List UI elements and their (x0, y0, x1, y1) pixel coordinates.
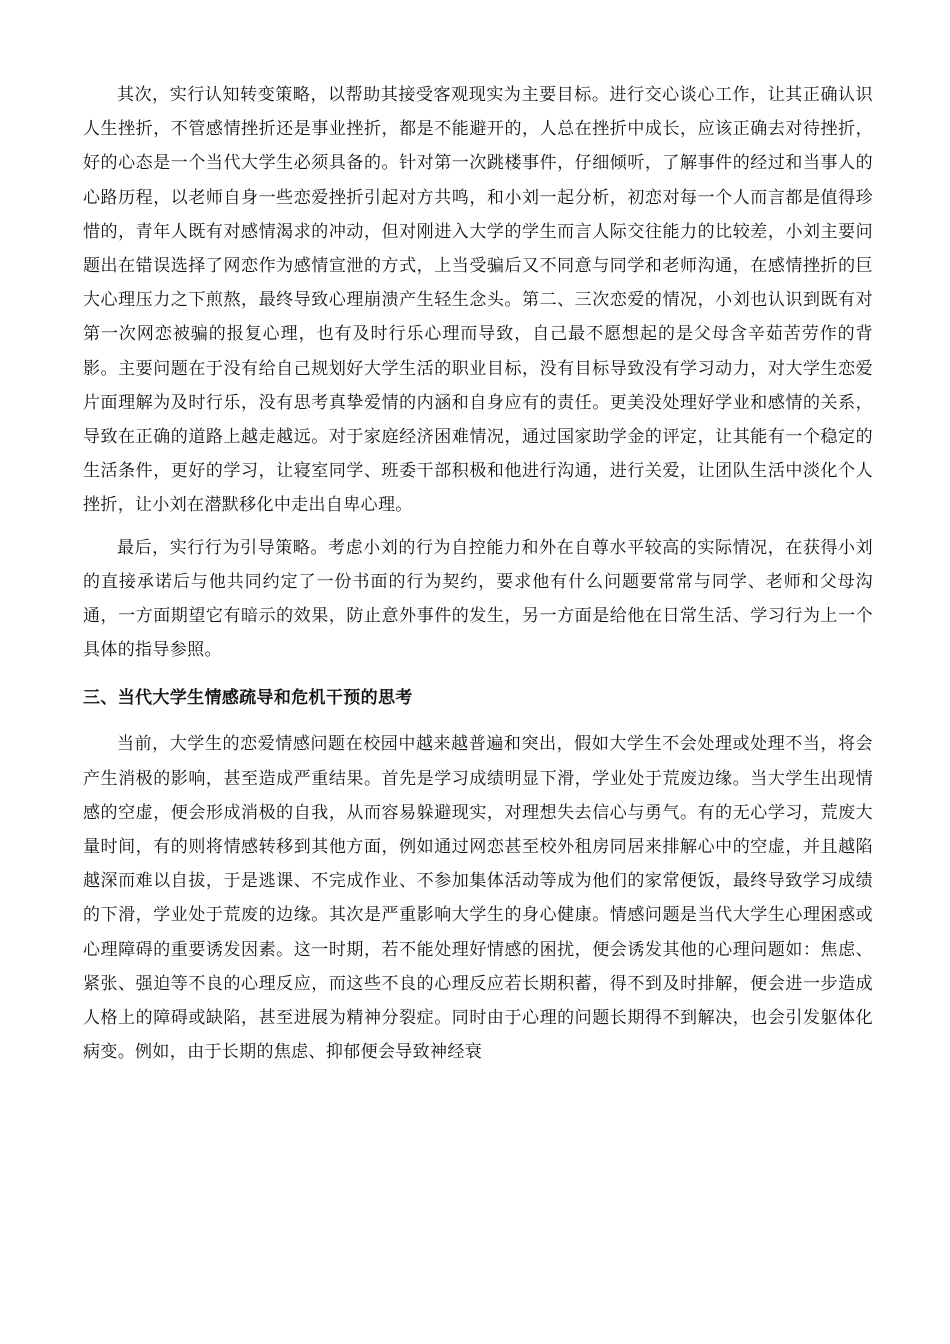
document-page (83, 78, 873, 1069)
body-paragraph: 当前，大学生的恋爱情感问题在校园中越来越普遍和突出，假如大学生不会处理或处理不当，将会产生消极的影响，甚至造成严重结果。首先是学习成绩明显下滑，学业处于荒废边缘。当大学生出现情感的空虚，便会形成消极的自我，从而容易躲避现实，对理想失去信心与勇气。有的无心学习，荒废大量时间，有的则将情感转移到其他方面，例如通过网恋甚至校外租房同居来排解心中的空虚，并且越陷越深而难以自拔，于是逃课、不完成作业、不参加集体活动等成为他们的家常便饭，最终导致学习成绩的下滑，学业处于荒废的边缘。其次是严重影响大学生的身心健康。情感问题是当代大学生心理困惑或心理障碍的重要诱发因素。这一时期，若不能处理好情感的困扰，便会诱发其他的心理问题如：焦虑、紧张、强迫等不良的心理反应，而这些不良的心理反应若长期积蓄，得不到及时排解，便会进一步造成人格上的障碍或缺陷，甚至进展为精神分裂症。同时由于心理的问题长期得不到解决，也会引发躯体化病变。例如，由于长期的焦虑、抑郁便会导致神经衰 (83, 734, 873, 1063)
body-paragraph: 其次，实行认知转变策略，以帮助其接受客观现实为主要目标。进行交心谈心工作，让其正确认识人生挫折，不管感情挫折还是事业挫折，都是不能避开的，人总在挫折中成长，应该正确去对待挫折，好的心态是一个当代大学生必须具备的。针对第一次跳楼事件，仔细倾听，了解事件的经过和当事人的心路历程，以老师自身一些恋爱挫折引起对方共鸣，和小刘一起分析，初恋对每一个人而言都是值得珍惜的，青年人既有对感情渴求的冲动，但对刚进入大学的学生而言人际交往能力的比较差，小刘主要问题出在错误选择了网恋作为感情宣泄的方式，上当受骗后又不同意与同学和老师沟通，在感情挫折的巨大心理压力之下煎熬，最终导致心理崩溃产生轻生念头。第二、三次恋爱的情况，小刘也认识到既有对第一次网恋被骗的报复心理，也有及时行乐心理而导致，自己最不愿想起的是父母含辛茹苦劳作的背影。主要问题在于没有给自己规划好大学生活的职业目标，没有目标导致没有学习动力，对大学生恋爱片面理解为及时行乐，没有思考真挚爱情的内涵和自身应有的责任。更美没处理好学业和感情的关系，导致在正确的道路上越走越远。对于家庭经济困难情况，通过国家助学金的评定，让其能有一个稳定的生活条件，更好的学习，让寝室同学、班委干部积极和他进行沟通，进行关爱，让团队生活中淡化个人挫折，让小刘在潜默移化中走出自卑心理。 (83, 85, 873, 516)
section-heading: 三、当代大学生情感疏导和危机干预的思考 (83, 688, 413, 709)
body-paragraph: 最后，实行行为引导策略。考虑小刘的行为自控能力和外在自尊水平较高的实际情况，在获得小刘的直接承诺后与他共同约定了一份书面的行为契约，要求他有什么问题要常常与同学、老师和父母沟通，一方面期望它有暗示的效果，防止意外事件的发生，另一方面是给他在日常生活、学习行为上一个具体的指导参照。 (83, 537, 873, 661)
